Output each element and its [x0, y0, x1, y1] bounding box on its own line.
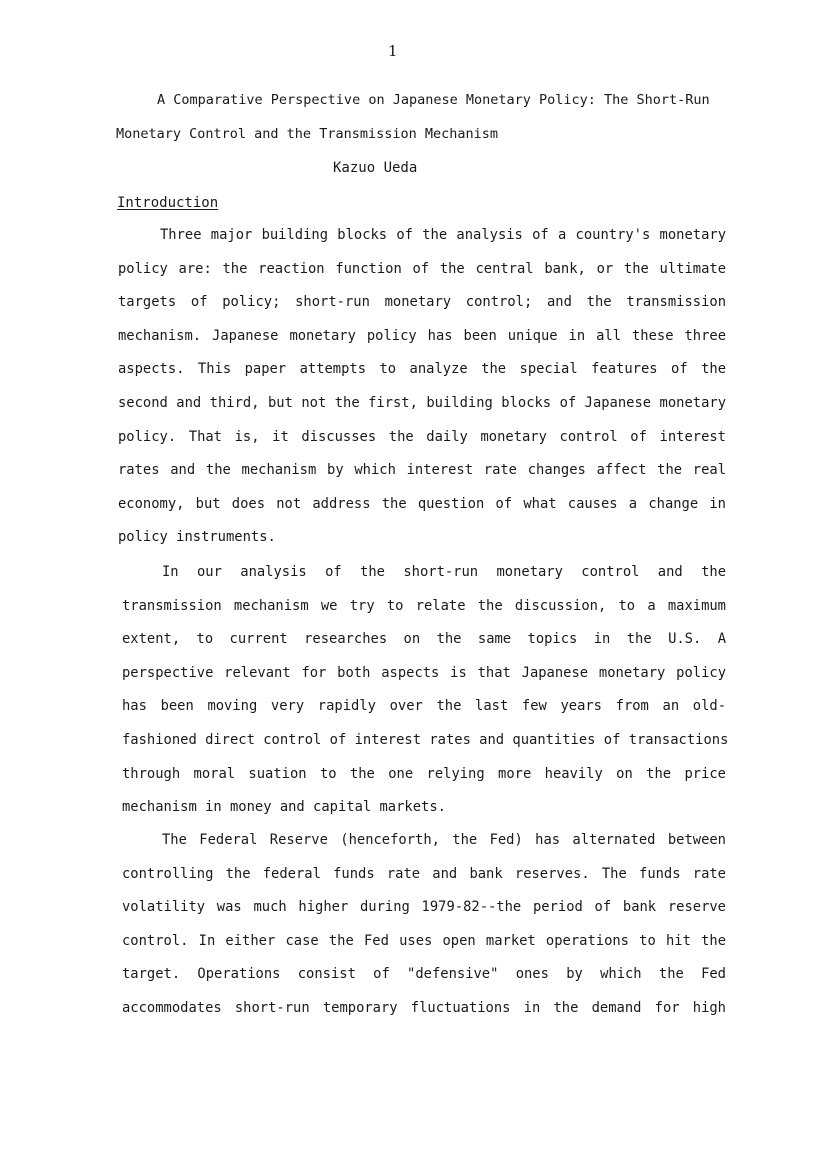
text-line: mechanism. Japanese monetary policy has been unique in all these three [118, 327, 726, 344]
page-number: 1 [388, 42, 398, 60]
text-line: fashioned direct control of interest rates and quantities of transactions [122, 731, 729, 748]
text-line: policy. That is, it discusses the daily monetary control of interest [118, 428, 726, 445]
text-line: accommodates short-run temporary fluctuations in the demand for high [122, 999, 726, 1016]
text-line: through moral suation to the one relying more heavily on the price [122, 765, 726, 782]
paper-title-line-2: Monetary Control and the Transmission Mechanism [116, 126, 499, 142]
text-line: aspects. This paper attempts to analyze the special features of the [118, 361, 726, 378]
text-line: rates and the mechanism by which interest rate changes affect the real [118, 462, 726, 479]
section-heading-introduction: Introduction [117, 195, 219, 211]
paragraph-1 [118, 219, 726, 555]
text-line: extent, to current researches on the same topics in the U.S. A [122, 631, 726, 648]
text-line: economy, but does not address the question of what causes a change in [118, 495, 726, 512]
text-line: Three major building blocks of the analysis of a country's monetary [160, 227, 726, 243]
text-line: policy are: the reaction function of the central bank, or the ultimate [118, 260, 726, 277]
text-line: second and third, but not the first, building blocks of Japanese monetary [118, 394, 726, 411]
text-line: mechanism in money and capital markets. [122, 799, 446, 816]
text-line: In our analysis of the short-run monetary control and the [162, 564, 726, 580]
text-line: policy instruments. [118, 529, 276, 546]
paragraph-3 [118, 824, 726, 1026]
text-line: control. In either case the Fed uses open market operations to hit the [122, 932, 726, 949]
text-line: controlling the federal funds rate and bank reserves. The funds rate [122, 865, 726, 882]
text-line: volatility was much higher during 1979-82--the period of bank reserve [122, 899, 726, 916]
paragraph-2 [118, 556, 729, 825]
text-line: The Federal Reserve (henceforth, the Fed) has alternated between [162, 832, 726, 848]
paper-title-line-1: A Comparative Perspective on Japanese Monetary Policy: The Short-Run [157, 92, 710, 108]
author-name: Kazuo Ueda [333, 160, 418, 176]
text-line: perspective relevant for both aspects is that Japanese monetary policy [122, 664, 726, 681]
text-line: has been moving very rapidly over the last few years from an old- [122, 698, 726, 715]
text-line: transmission mechanism we try to relate the discussion, to a maximum [122, 597, 726, 614]
text-line: target. Operations consist of "defensive" ones by which the Fed [122, 966, 726, 983]
text-line: targets of policy; short-run monetary control; and the transmission [118, 294, 726, 311]
